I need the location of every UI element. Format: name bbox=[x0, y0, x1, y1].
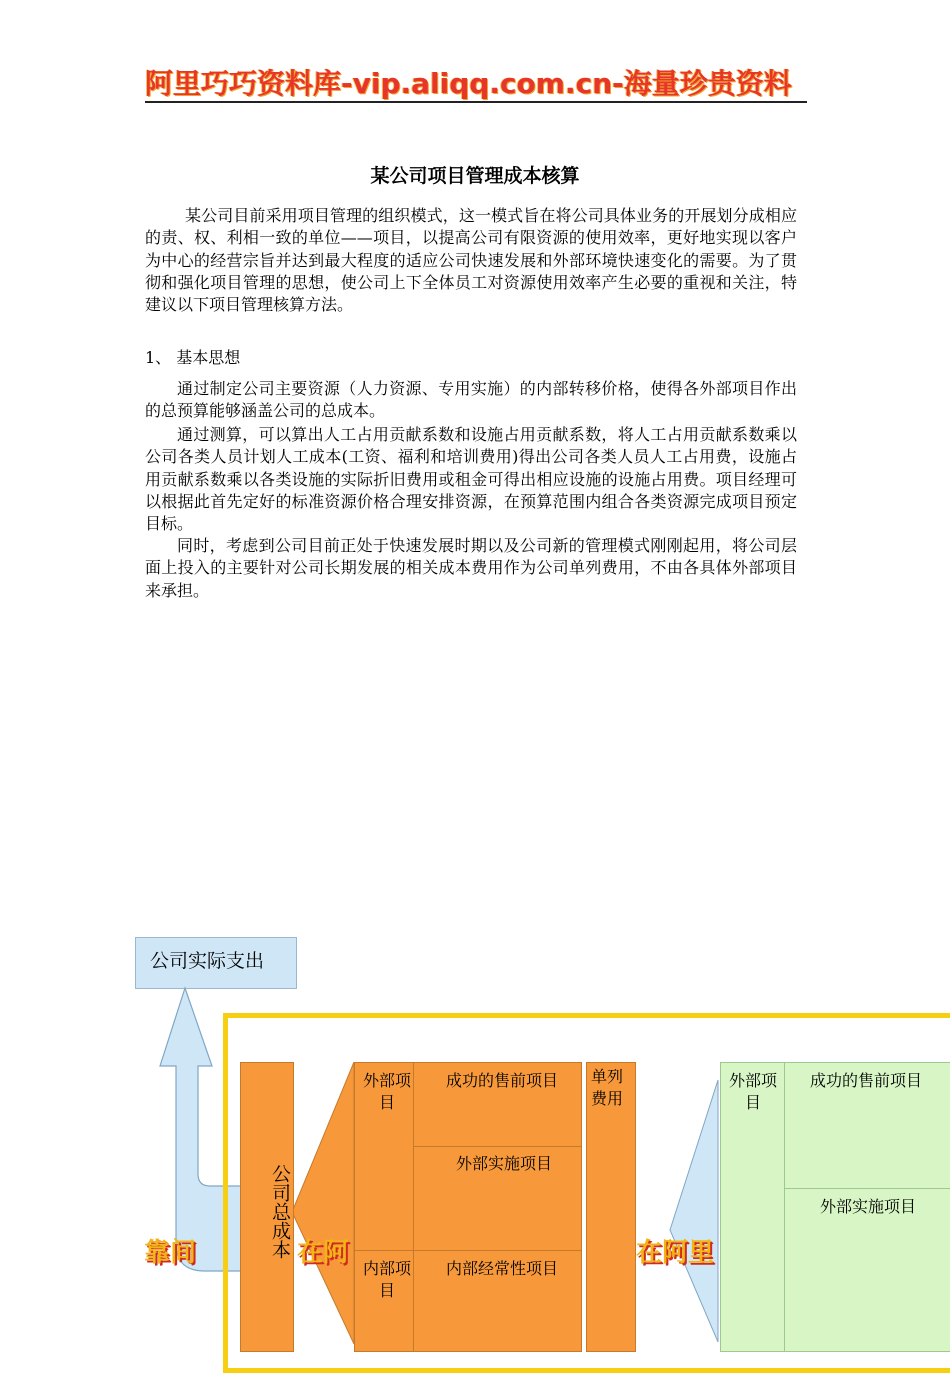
section-heading: 1、 基本思想 bbox=[145, 348, 241, 367]
watermark-text: 靠间 bbox=[144, 1238, 197, 1266]
divider-line bbox=[784, 1062, 785, 1352]
divider-line bbox=[354, 1250, 582, 1251]
internal-regular-label: 内部经常性项目 bbox=[446, 1259, 559, 1278]
divider-line bbox=[413, 1146, 582, 1147]
intro-paragraph: 某公司目前采用项目管理的组织模式，这一模式旨在将公司具体业务的开展划分成相应的责、权、利相一致的单位——项目，以提高公司有限资源的使用效率，更好地实现以客户为中心的经营宗旨并达到最大程度的适应公司快速发展和外部环境快速变化的需要。为了贯彻和强化项目管理的思想，使公司上下全体员工对资源使用效率产生必要的重视和关注，特建议以下项目管理核算方法。 bbox=[145, 206, 797, 315]
separate-cost-box: 单列费用 bbox=[586, 1062, 636, 1352]
right-external-impl-label: 外部实施项目 bbox=[820, 1197, 917, 1216]
presales-label: 成功的售前项目 bbox=[446, 1071, 559, 1090]
left-external-label: 外部项目 bbox=[362, 1071, 411, 1112]
actual-spend-box: 公司实际支出 bbox=[135, 937, 297, 989]
body-paragraph: 同时，考虑到公司目前正处于快速发展时期以及公司新的管理模式刚刚起用，将公司层面上投入的主要针对公司长期发展的相关成本费用作为公司单列费用，不由各具体外部项目来承担。 bbox=[145, 536, 797, 600]
right-presales-label: 成功的售前项目 bbox=[810, 1071, 923, 1090]
right-external-label: 外部项目 bbox=[728, 1071, 777, 1112]
site-banner: 阿里巧巧资料库-vip.aliqq.com.cn-海量珍贵资料 bbox=[145, 67, 792, 100]
external-impl-label: 外部实施项目 bbox=[456, 1154, 553, 1173]
document-title: 某公司项目管理成本核算 bbox=[370, 165, 580, 187]
right-arrow-icon bbox=[668, 1080, 720, 1342]
banner-divider bbox=[145, 101, 807, 103]
divider-line bbox=[413, 1062, 414, 1352]
left-arrow-icon bbox=[290, 1062, 356, 1344]
divider-line bbox=[784, 1188, 950, 1189]
watermark-text: 在阿 bbox=[297, 1238, 350, 1266]
total-cost-box: 公司总成本 bbox=[240, 1062, 294, 1352]
watermark-text: 在阿里 bbox=[636, 1238, 715, 1266]
body-paragraph: 通过测算，可以算出人工占用贡献系数和设施占用贡献系数，将人工占用贡献系数乘以公司各类人员计划人工成本(工资、福利和培训费用)得出公司各类人员人工占用费，设施占用贡献系数乘以各类设施的实际折旧费用或租金可得出相应设施的设施占用费。项目经理可以根据此首先定好的标准资源价格合理安排资源，在预算范围内组合各类资源完成项目预定目标。 bbox=[145, 425, 797, 534]
left-internal-label: 内部项目 bbox=[362, 1259, 411, 1300]
body-paragraph: 通过制定公司主要资源（人力资源、专用实施）的内部转移价格，使得各外部项目作出的总预算能够涵盖公司的总成本。 bbox=[145, 379, 797, 421]
